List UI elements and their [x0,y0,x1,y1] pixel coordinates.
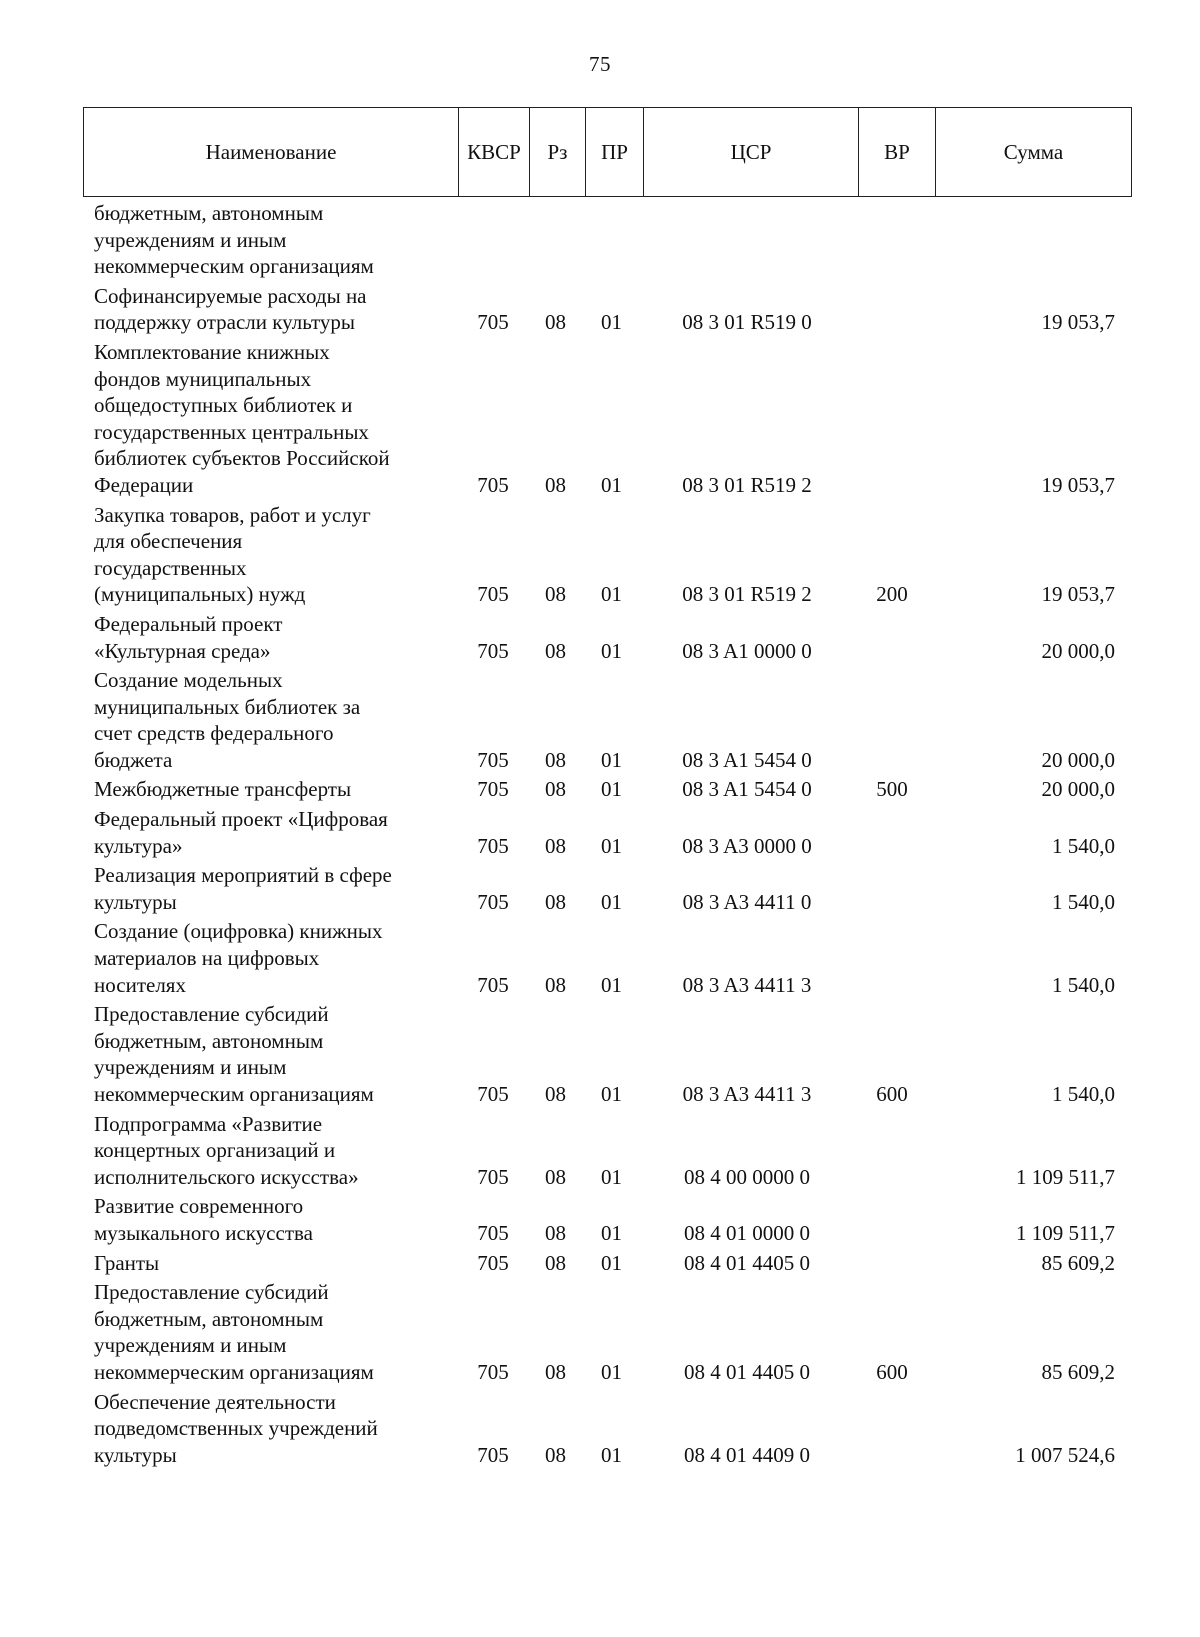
row-name-line: Гранты [94,1250,160,1275]
row-rz: 08 [545,638,566,663]
row-name-line: бюджетным, автономным [94,1028,324,1053]
row-name [83,280,458,336]
row-sum: 1 540,0 [1052,889,1115,914]
row-rz: 08 [545,747,566,772]
row-name-line: учреждениям и иным [94,1333,287,1358]
row-name [83,664,458,773]
row-kvsr: 705 [477,833,509,858]
row-pr: 01 [601,638,622,663]
table-row [83,1190,1125,1246]
row-name-line: Предоставление субсидий [94,1002,329,1027]
row-csr: 08 3 A3 0000 0 [682,833,812,858]
row-name-line: материалов на цифровых [94,946,320,971]
row-name [83,1108,458,1191]
row-name-line: Создание (оцифровка) книжных [94,919,383,944]
table-row [83,280,1125,336]
row-rz [528,200,583,280]
row-rz: 08 [545,972,566,997]
row-name-line: исполнительского искусства» [94,1164,359,1189]
row-kvsr: 705 [477,1082,509,1106]
row-sum: 85 609,2 [1041,1359,1115,1384]
row-name [83,200,458,280]
row-pr: 01 [601,472,622,497]
row-vr: 200 [876,582,908,607]
row-csr: 08 4 01 0000 0 [684,1220,810,1245]
row-vr [854,803,930,859]
budget-table [83,200,1125,1468]
table-row [83,998,1125,1107]
row-pr: 01 [601,833,622,858]
row-rz: 08 [545,833,566,858]
table-row [83,608,1125,664]
row-rz: 08 [545,1359,566,1384]
header-row [84,108,1132,197]
table-row [83,499,1125,608]
row-csr: 08 3 01 R519 2 [682,472,812,497]
row-name-line: счет средств федерального [94,721,334,746]
row-name [83,1247,458,1277]
row-name-line: Межбюджетные трансферты [94,777,352,802]
row-name-line: бюджета [94,747,173,772]
row-csr: 08 3 A3 4411 0 [682,889,812,914]
row-name-line: (муниципальных) нужд [94,582,306,607]
row-name-line: культуры [94,889,177,914]
row-csr: 08 3 A1 0000 0 [682,638,812,663]
column-header-pr: ПР [586,108,644,197]
row-rz: 08 [545,1164,566,1189]
row-name-line: фондов муниципальных [94,366,312,391]
row-pr [583,200,640,280]
row-csr: 08 4 01 4405 0 [684,1250,810,1275]
row-name [83,803,458,859]
table-row [83,664,1125,773]
row-kvsr: 705 [477,777,509,802]
row-name-line: общедоступных библиотек и [94,393,353,418]
row-rz: 08 [545,1250,566,1275]
row-name [83,1190,458,1246]
row-csr: 08 4 01 4409 0 [684,1442,810,1467]
row-pr: 01 [601,747,622,772]
row-name [83,499,458,608]
row-sum: 20 000,0 [1041,638,1115,663]
row-kvsr: 705 [477,582,509,607]
row-name-line: культура» [94,833,183,858]
row-sum: 1 007 524,6 [1015,1442,1115,1467]
row-name-line: музыкального искусства [94,1220,313,1245]
table-header [83,107,1132,197]
row-csr [640,200,854,280]
row-kvsr: 705 [477,638,509,663]
column-header-csr: ЦСР [644,108,859,197]
row-name-line: муниципальных библиотек за [94,694,361,719]
row-sum: 85 609,2 [1041,1250,1115,1275]
row-pr: 01 [601,777,622,802]
row-csr: 08 3 01 R519 2 [682,582,812,607]
table-row [83,803,1125,859]
row-vr [854,664,930,773]
row-name [83,608,458,664]
row-rz: 08 [545,1082,566,1106]
row-rz: 08 [545,1442,566,1467]
row-rz: 08 [545,582,566,607]
row-vr [854,1108,930,1191]
row-sum: 19 053,7 [1041,310,1115,335]
row-vr: 500 [876,777,908,802]
budget-table-body [83,200,1125,1468]
table-row [83,336,1125,499]
row-name-line: некоммерческим организациям [94,254,374,279]
table-row [83,859,1125,915]
table-row [83,915,1125,998]
row-name [83,773,458,803]
row-kvsr: 705 [477,310,509,335]
row-rz: 08 [545,889,566,914]
page-number: 75 [589,52,611,76]
row-csr: 08 3 A3 4411 3 [682,1082,812,1106]
row-pr: 01 [601,1082,622,1106]
row-name-line: культуры [94,1442,177,1467]
row-name-line: Софинансируемые расходы на [94,283,367,308]
row-name [83,1276,458,1385]
row-name-line: подведомственных учреждений [94,1416,378,1441]
row-rz: 08 [545,310,566,335]
row-name-line: для обеспечения [94,529,243,554]
row-vr [854,280,930,336]
row-csr: 08 4 00 0000 0 [684,1164,810,1189]
table-row [83,773,1125,803]
column-header-sum: Сумма [936,108,1132,197]
table-row [83,200,1125,280]
row-name-line: Закупка товаров, работ и услуг [94,502,371,527]
row-sum: 1 540,0 [1052,972,1115,997]
row-pr: 01 [601,972,622,997]
row-sum [930,200,1125,280]
row-vr [854,608,930,664]
row-name-line: Предоставление субсидий [94,1280,329,1305]
row-csr: 08 3 A1 5454 0 [682,777,812,802]
row-name-line: бюджетным, автономным [94,1306,324,1331]
row-name-line: Реализация мероприятий в сфере [94,863,392,888]
row-kvsr: 705 [477,747,509,772]
row-name-line: некоммерческим организациям [94,1359,374,1384]
row-name [83,336,458,499]
row-name-line: Федеральный проект «Цифровая [94,807,388,832]
row-sum: 20 000,0 [1041,777,1115,802]
row-pr: 01 [601,1164,622,1189]
row-pr: 01 [601,1359,622,1384]
row-vr [854,1386,930,1469]
row-name-line: поддержку отрасли культуры [94,310,356,335]
table-row [83,1108,1125,1191]
row-kvsr: 705 [477,972,509,997]
row-name-line: учреждениям и иным [94,1055,287,1080]
column-header-name: Наименование [84,108,459,197]
row-name [83,859,458,915]
row-kvsr: 705 [477,472,509,497]
column-header-kvsr: КВСР [459,108,530,197]
row-name-line: Федерации [94,472,194,497]
row-pr: 01 [601,889,622,914]
column-header-vr: ВР [859,108,936,197]
row-name-line: государственных [94,555,247,580]
row-vr [854,1190,930,1246]
row-kvsr: 705 [477,1164,509,1189]
row-csr: 08 4 01 4405 0 [684,1359,810,1384]
row-sum: 19 053,7 [1041,472,1115,497]
row-pr: 01 [601,310,622,335]
row-name-line: концертных организаций и [94,1138,336,1163]
row-kvsr: 705 [477,1442,509,1467]
row-rz: 08 [545,777,566,802]
row-name-line: Развитие современного [94,1194,304,1219]
row-name-line: библиотек субъектов Российской [94,446,390,471]
row-name-line: «Культурная среда» [94,638,271,663]
row-vr [854,200,930,280]
row-rz: 08 [545,472,566,497]
row-name [83,998,458,1107]
row-kvsr: 705 [477,1250,509,1275]
row-name-line: Обеспечение деятельности [94,1389,336,1414]
row-rz: 08 [545,1220,566,1245]
row-name [83,1386,458,1469]
row-vr [854,915,930,998]
table-row [83,1276,1125,1385]
row-name-line: носителях [94,972,186,997]
row-pr: 01 [601,1220,622,1245]
row-kvsr [458,200,528,280]
row-kvsr: 705 [477,889,509,914]
row-csr: 08 3 01 R519 0 [682,310,812,335]
row-csr: 08 3 A1 5454 0 [682,747,812,772]
row-name [83,915,458,998]
row-pr: 01 [601,1250,622,1275]
row-name-line: Подпрограмма «Развитие [94,1111,323,1136]
row-kvsr: 705 [477,1220,509,1245]
row-vr [854,336,930,499]
table-row [83,1386,1125,1469]
row-sum: 1 540,0 [1052,1082,1115,1106]
row-csr: 08 3 A3 4411 3 [682,972,812,997]
row-name-line: учреждениям и иным [94,227,287,252]
row-sum: 1 109 511,7 [1016,1220,1115,1245]
row-name-line: государственных центральных [94,419,369,444]
row-name-line: Создание модельных [94,668,283,693]
row-pr: 01 [601,1442,622,1467]
row-sum: 1 109 511,7 [1016,1164,1115,1189]
row-kvsr: 705 [477,1359,509,1384]
row-vr [854,859,930,915]
row-name-line: Федеральный проект [94,611,283,636]
row-vr: 600 [876,1082,908,1106]
column-header-rz: Рз [530,108,586,197]
row-sum: 20 000,0 [1041,747,1115,772]
row-sum: 1 540,0 [1052,833,1115,858]
row-name-line: бюджетным, автономным [94,201,324,225]
row-vr [854,1247,930,1277]
row-vr: 600 [876,1359,908,1384]
table-row [83,1247,1125,1277]
row-name-line: Комплектование книжных [94,339,330,364]
row-name-line: некоммерческим организациям [94,1082,374,1106]
row-pr: 01 [601,582,622,607]
row-sum: 19 053,7 [1041,582,1115,607]
